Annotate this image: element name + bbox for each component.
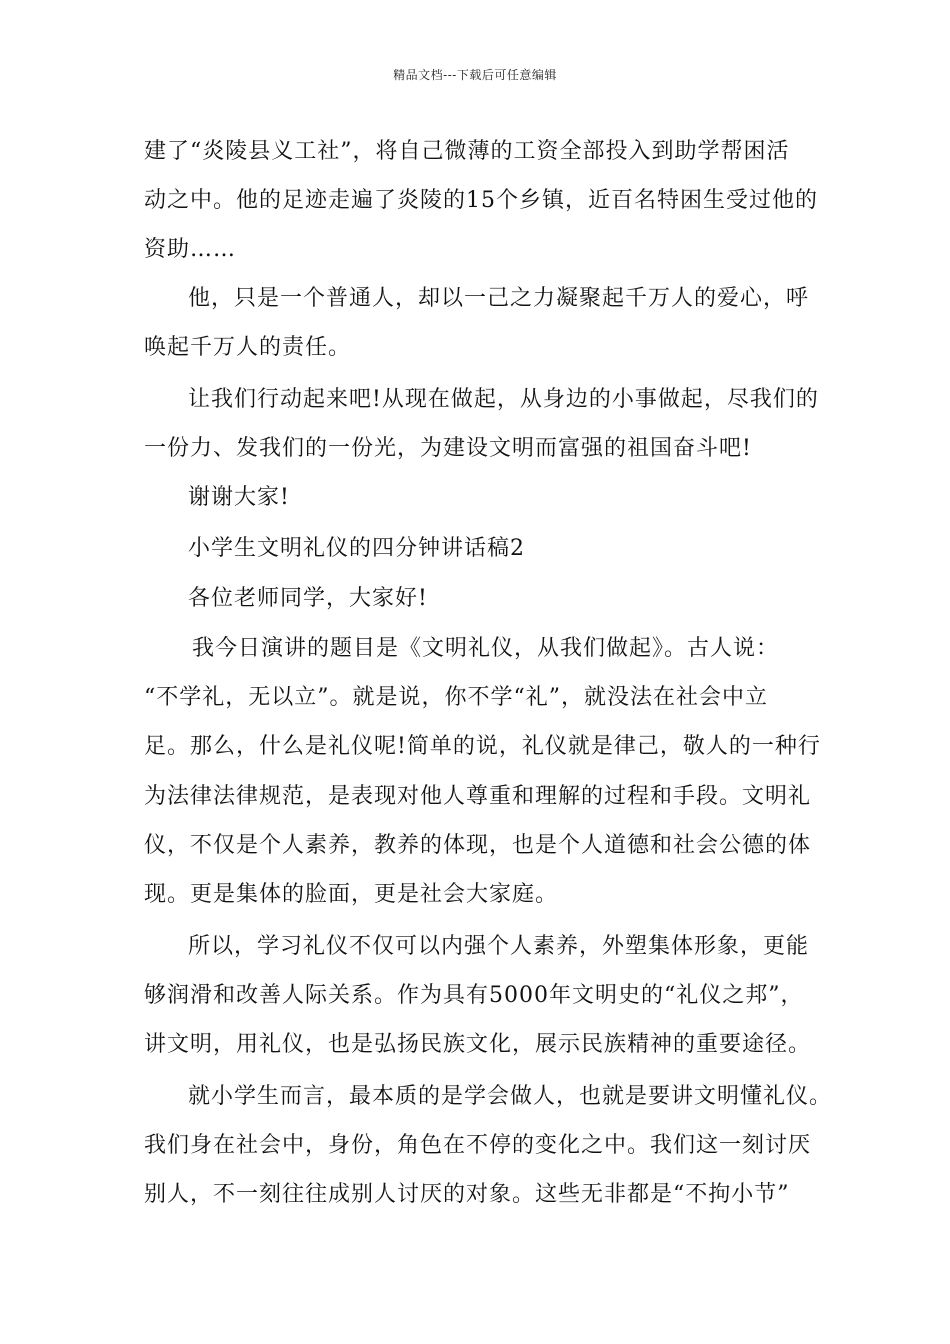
text-line: “不学礼，无以立”。就是说，你不学“礼”，就没法在社会中立 <box>144 685 768 710</box>
text-line: 现。更是集体的脸面，更是社会大家庭。 <box>144 882 559 907</box>
text-line: 为法律法律规范，是表现对他人尊重和理解的过程和手段。文明礼 <box>144 784 812 809</box>
text-line: 我们身在社会中，身份，角色在不停的变化之中。我们这一刻讨厌 <box>144 1133 812 1158</box>
text-line: 他，只是一个普通人，却以一己之力凝聚起千万人的爱心，呼 <box>188 286 810 311</box>
text-line: 唤起千万人的责任。 <box>144 335 352 360</box>
text-line: 别人，不一刻往往成别人讨厌的对象。这些无非都是“不拘小节” <box>144 1182 790 1207</box>
text-line: 建了“炎陵县义工社”，将自己微薄的工资全部投入到助学帮困活 <box>144 139 790 164</box>
text-line: 资助…… <box>144 237 237 262</box>
text-line: 仪，不仅是个人素养，教养的体现，也是个人道德和社会公德的体 <box>144 833 812 858</box>
text-line: 谢谢大家! <box>188 485 290 510</box>
text-line: 让我们行动起来吧!从现在做起，从身边的小事做起，尽我们的 <box>188 387 819 412</box>
text-line: 足。那么，什么是礼仪呢!简单的说，礼仪就是律己，敬人的一种行 <box>144 734 821 759</box>
section-title: 小学生文明礼仪的四分钟讲话稿2 <box>188 536 525 561</box>
text-line: 够润滑和改善人际关系。作为具有5000年文明史的“礼仪之邦”， <box>144 983 804 1008</box>
text-line: 就小学生而言，最本质的是学会做人，也就是要讲文明懂礼仪。 <box>188 1084 833 1109</box>
text-line: 所以，学习礼仪不仅可以内强个人素养，外塑集体形象，更能 <box>188 934 810 959</box>
text-line: 各位老师同学，大家好! <box>188 586 428 611</box>
page-header: 精品文档---下载后可任意编辑 <box>393 68 557 82</box>
text-line: 动之中。他的足迹走遍了炎陵的15个乡镇，近百名特困生受过他的 <box>144 188 818 213</box>
text-line: 一份力、发我们的一份光，为建设文明而富强的祖国奋斗吧! <box>144 436 752 461</box>
text-line: 讲文明，用礼仪，也是弘扬民族文化，展示民族精神的重要途径。 <box>144 1032 812 1057</box>
text-line: 我今日演讲的题目是《文明礼仪，从我们做起》。古人说： <box>192 636 780 661</box>
